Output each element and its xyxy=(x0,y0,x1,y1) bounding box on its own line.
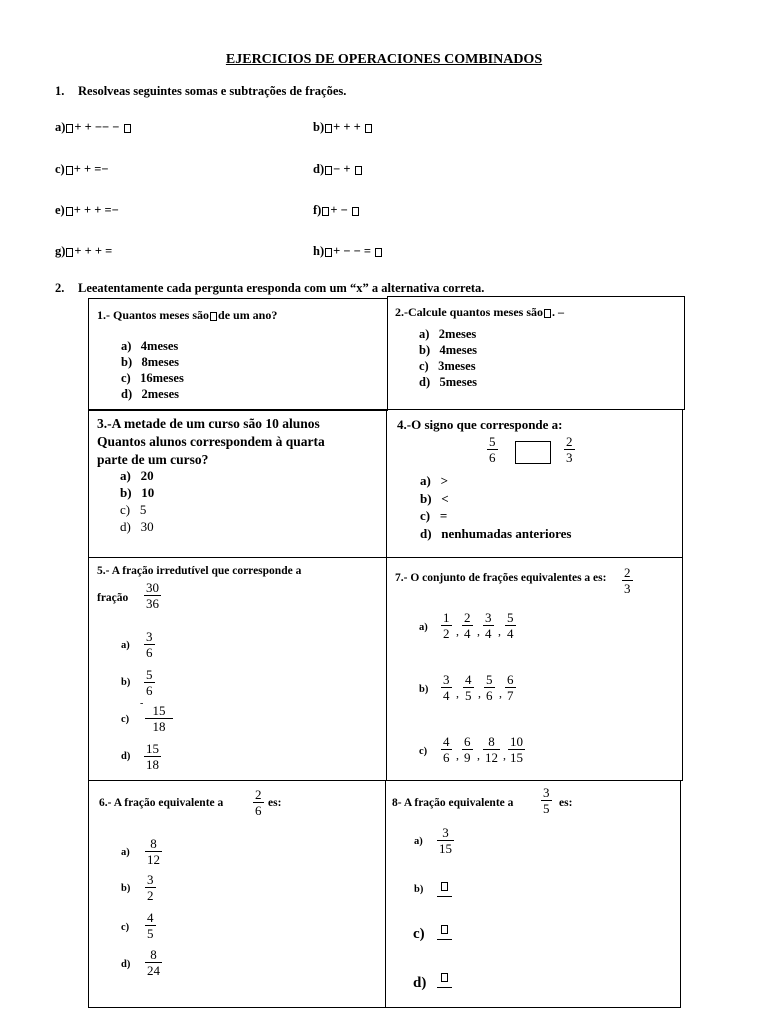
q6-fraction: $\frac{2}{6}$ xyxy=(255,787,262,818)
q6-option-d-fraction[interactable]: $\frac{8}{24}$ xyxy=(147,947,160,978)
question-box-7 xyxy=(386,557,683,781)
q5-option-a-fraction[interactable]: $\frac{3}{6}$ xyxy=(146,629,153,660)
q6-option-b-label[interactable]: b) xyxy=(121,883,131,894)
q7-b-fraction-2: $\frac{4}{5}$ xyxy=(465,672,472,703)
q7-c-fraction-1: $\frac{4}{6}$ xyxy=(443,734,450,765)
q1-text: 1.- Quantos meses são de um ano? xyxy=(97,308,278,322)
q8-option-b-fraction[interactable] xyxy=(437,877,452,897)
q3-options xyxy=(120,467,154,535)
page-title: EJERCICIOS DE OPERACIONES COMBINADOS xyxy=(225,52,543,67)
q8-option-a-label[interactable]: a) xyxy=(414,836,423,847)
q5-option-d-label[interactable]: d) xyxy=(121,751,131,762)
question-box-5 xyxy=(88,557,387,781)
exercise-g: g) + + + = xyxy=(55,244,113,258)
exercise-a: a) + + −− − xyxy=(55,120,132,135)
q2-option-a[interactable]: a) 2meses xyxy=(419,327,477,341)
stray-dash: - xyxy=(140,698,144,709)
q3-option-b[interactable]: b) 10 xyxy=(120,485,155,500)
q7-c-fraction-4: $\frac{10}{15}$ xyxy=(510,734,523,765)
section1-heading: Resolveas seguintes somas e subtrações de frações. xyxy=(78,84,347,98)
separator: , xyxy=(477,748,480,762)
section2-number: 2. xyxy=(55,281,65,295)
q4-fraction-right: $\frac{2}{3}$ xyxy=(566,434,573,465)
q2-option-c[interactable]: c) 3meses xyxy=(419,359,476,373)
separator: , xyxy=(456,748,459,762)
separator: , xyxy=(498,624,501,638)
q7-a-fraction-3: $\frac{3}{4}$ xyxy=(485,610,492,641)
q8-text: 8- A fração equivalente a xyxy=(392,797,514,809)
section2-heading: Leeatentamente cada pergunta eresponda com um “x” a alternativa correta. xyxy=(78,281,485,295)
q7-b-fraction-3: $\frac{5}{6}$ xyxy=(486,672,493,703)
q5-text-fraction: fração xyxy=(97,592,129,604)
q7-text: 7.- O conjunto de frações equivalentes a es: xyxy=(395,572,607,584)
q4-options xyxy=(420,472,571,542)
q5-option-c-fraction[interactable]: $\frac{15}{18}$ xyxy=(145,703,173,734)
q7-a-fraction-4: $\frac{5}{4}$ xyxy=(507,610,514,641)
q1-option-d[interactable]: d) 2meses xyxy=(121,387,179,401)
q3-text: 3.-A metade de um curso são 10 alunos Quantos alunos correspondem à quarta parte de um curso? xyxy=(97,416,325,467)
q8-tail: es: xyxy=(559,797,573,809)
q8-option-d-fraction[interactable] xyxy=(437,968,452,988)
q8-option-b-label[interactable]: b) xyxy=(414,884,424,895)
q2-options xyxy=(419,326,477,390)
q2-option-b[interactable]: b) 4meses xyxy=(419,343,477,357)
q8-option-a-fraction[interactable]: $\frac{3}{15}$ xyxy=(439,825,452,856)
q7-b-fraction-1: $\frac{3}{4}$ xyxy=(443,672,450,703)
q6-text: 6.- A fração equivalente a xyxy=(99,797,224,809)
q5-option-b-fraction[interactable]: $\frac{5}{6}$ xyxy=(146,667,153,698)
separator: , xyxy=(456,686,459,700)
q1-option-b[interactable]: b) 8meses xyxy=(121,355,179,369)
separator: , xyxy=(456,624,459,638)
q7-fraction: $\frac{2}{3}$ xyxy=(624,565,631,596)
q3-option-c[interactable]: c) 5 xyxy=(120,502,147,517)
answer-box[interactable] xyxy=(515,441,551,464)
q6-option-c-label[interactable]: c) xyxy=(121,922,130,933)
q6-option-c-fraction[interactable]: $\frac{4}{5}$ xyxy=(147,910,154,941)
q6-option-b-fraction[interactable]: $\frac{3}{2}$ xyxy=(147,872,154,903)
q5-option-a-label[interactable]: a) xyxy=(121,640,130,651)
q4-fraction-left: $\frac{5}{6}$ xyxy=(489,434,496,465)
separator: , xyxy=(477,624,480,638)
q8-option-c-fraction[interactable] xyxy=(437,920,452,940)
q7-a-fraction-2: $\frac{2}{4}$ xyxy=(464,610,471,641)
q6-option-a-label[interactable]: a) xyxy=(121,847,130,858)
q4-option-c[interactable]: c) = xyxy=(420,508,448,523)
exercise-f: f) + − xyxy=(313,203,360,218)
q7-b-fraction-4: $\frac{6}{7}$ xyxy=(507,672,514,703)
question-box-8 xyxy=(385,780,681,1008)
q5-fraction: $\frac{30}{36}$ xyxy=(146,580,159,611)
exercise-d: d) − + xyxy=(313,162,363,177)
q6-tail: es: xyxy=(268,797,282,809)
q1-option-c[interactable]: c) 16meses xyxy=(121,371,184,385)
q5-option-d-fraction[interactable]: $\frac{15}{18}$ xyxy=(146,741,159,772)
q1-options xyxy=(121,338,184,402)
q6-option-d-label[interactable]: d) xyxy=(121,959,131,970)
q3-option-a[interactable]: a) 20 xyxy=(120,468,154,483)
q7-option-c-label[interactable]: c) xyxy=(419,746,428,757)
exercise-h: h) + − − = xyxy=(313,244,383,259)
q8-option-d-label[interactable]: d) xyxy=(413,975,427,991)
q8-fraction: $\frac{3}{5}$ xyxy=(543,785,550,816)
q7-a-fraction-1: $\frac{1}{2}$ xyxy=(443,610,450,641)
exercise-c: c) + + =− xyxy=(55,162,109,176)
exercise-b: b) + + + xyxy=(313,120,373,135)
q8-option-c-label[interactable]: c) xyxy=(413,926,425,942)
q4-option-a[interactable]: a) > xyxy=(420,473,448,488)
q5-option-c-label[interactable]: c) xyxy=(121,714,130,725)
q5-option-b-label[interactable]: b) xyxy=(121,677,131,688)
q7-option-b-label[interactable]: b) xyxy=(419,684,429,695)
q5-text: 5.- A fração irredutível que corresponde a xyxy=(97,565,302,577)
q4-option-b[interactable]: b) < xyxy=(420,490,449,506)
q7-c-fraction-2: $\frac{6}{9}$ xyxy=(464,734,471,765)
section1-number: 1. xyxy=(55,84,65,98)
q4-text: 4.-O signo que corresponde a: xyxy=(397,417,563,432)
q6-option-a-fraction[interactable]: $\frac{8}{12}$ xyxy=(147,836,160,867)
q2-option-d[interactable]: d) 5meses xyxy=(419,375,477,389)
q7-c-fraction-3: $\frac{8}{12}$ xyxy=(485,734,498,765)
q1-option-a[interactable]: a) 4meses xyxy=(121,339,179,353)
separator: , xyxy=(478,686,481,700)
separator: , xyxy=(499,686,502,700)
separator: , xyxy=(503,748,506,762)
exercise-e: e) + + + =− xyxy=(55,203,119,217)
question-box-6 xyxy=(88,780,386,1008)
q4-option-d[interactable]: d) nenhumadas anteriores xyxy=(420,525,572,541)
q7-option-a-label[interactable]: a) xyxy=(419,622,428,633)
q3-option-d[interactable]: d) 30 xyxy=(120,519,154,534)
q2-text: 2.-Calcule quantos meses são . – xyxy=(395,305,565,319)
